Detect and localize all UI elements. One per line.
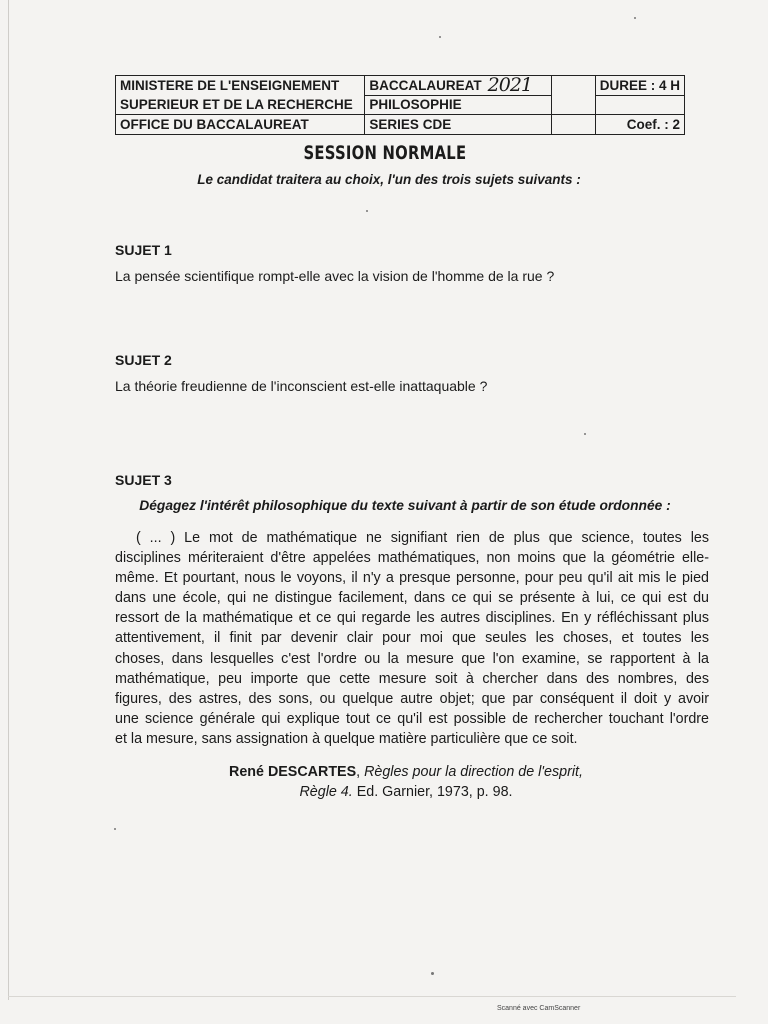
ministry-line-2: SUPERIEUR ET DE LA RECHERCHE	[116, 95, 365, 115]
citation-author: René DESCARTES	[229, 764, 357, 780]
empty-cell	[595, 95, 684, 115]
sujet-2-title: SUJET 2	[115, 352, 172, 368]
citation-work: Règles pour la direction de l'esprit,	[364, 764, 583, 780]
citation-line-2	[0, 782, 768, 802]
passage-line: attentivement, il finit par devenir clair pour moi que seules les choses, et toutes les	[115, 630, 709, 647]
series: SERIES CDE	[365, 115, 552, 135]
passage-line: ressort de la mathématique et ce qui regarde les autres disciplines. En y réfléchissant plus	[115, 610, 709, 627]
passage-line: choses, dans lesquelles c'est l'ordre ou la mesure que l'on examine, se rapportent à la	[115, 650, 709, 667]
general-instruction: Le candidat traitera au choix, l'un des trois sujets suivants :	[197, 172, 581, 187]
sujet-2-question: La théorie freudienne de l'inconscient est-elle inattaquable ?	[115, 378, 488, 394]
passage-line: figures, des astres, des sons, ou quelque autre objet; que par conséquent il doit y avoir	[115, 690, 709, 707]
empty-cell	[551, 115, 595, 135]
passage-line: même. Et pourtant, nous le voyons, il n'y a presque personne, pour peu qu'il ait mis le pied	[115, 570, 709, 587]
citation	[0, 762, 768, 802]
scanner-watermark: Scanné avec CamScanner	[497, 1005, 581, 1012]
empty-cell	[551, 95, 595, 115]
sujet-1-title: SUJET 1	[115, 242, 172, 258]
scan-speck	[366, 210, 368, 212]
passage-line: dans une école, qui ne distingue facilement, dans ce qui se présente à lui, ce qui est du	[115, 590, 709, 607]
sujet-3-instruction: Dégagez l'intérêt philosophique du texte suivant à partir de son étude ordonnée :	[139, 498, 671, 513]
subject: PHILOSOPHIE	[365, 95, 552, 115]
sujet-3-title: SUJET 3	[115, 472, 172, 488]
passage-line: une science générale qui explique tout ce qu'il est possible de rechercher touchant l'ordre	[115, 710, 709, 727]
scan-speck	[439, 36, 441, 38]
sujet-1-question: La pensée scientifique rompt-elle avec la vision de l'homme de la rue ?	[115, 268, 555, 284]
citation-rule: Règle 4.	[299, 784, 353, 800]
session-title: SESSION NORMALE	[303, 142, 467, 164]
duration-cell	[551, 76, 595, 96]
passage-line: disciplines mériteraient d'être appelées mathématiques, non moins que la géométrie elle-	[115, 550, 709, 567]
citation-line-1: René DESCARTES, Règles pour la direction de l'esprit,	[229, 764, 583, 780]
duration: DUREE : 4 H	[595, 76, 684, 96]
exam-header-table	[115, 75, 685, 135]
passage-line: et la mesure, sans assignation à quelque matière particulière que ce soit.	[115, 730, 578, 747]
scan-speck	[114, 828, 116, 830]
scan-bottom-edge	[8, 996, 736, 997]
office: OFFICE DU BACCALAUREAT	[116, 115, 365, 135]
passage-line: ( ... ) Le mot de mathématique ne signifiant rien de plus que science, toutes les	[136, 530, 709, 546]
exam-name: BACCALAUREAT	[369, 78, 482, 94]
ministry-line-1: MINISTERE DE L'ENSEIGNEMENT	[116, 76, 365, 96]
citation-edition: Ed. Garnier, 1973, p. 98.	[352, 784, 513, 800]
exam-cell	[365, 76, 552, 96]
scan-speck	[431, 972, 434, 975]
coefficient: Coef. : 2	[595, 115, 684, 135]
scan-speck	[634, 17, 636, 19]
descartes-passage	[115, 528, 709, 749]
passage-line: mathématique, peu importe que cette mesure soit à chercher dans des nombres, des	[115, 670, 709, 687]
handwritten-year: 2021	[487, 74, 533, 97]
scan-speck	[584, 433, 586, 435]
